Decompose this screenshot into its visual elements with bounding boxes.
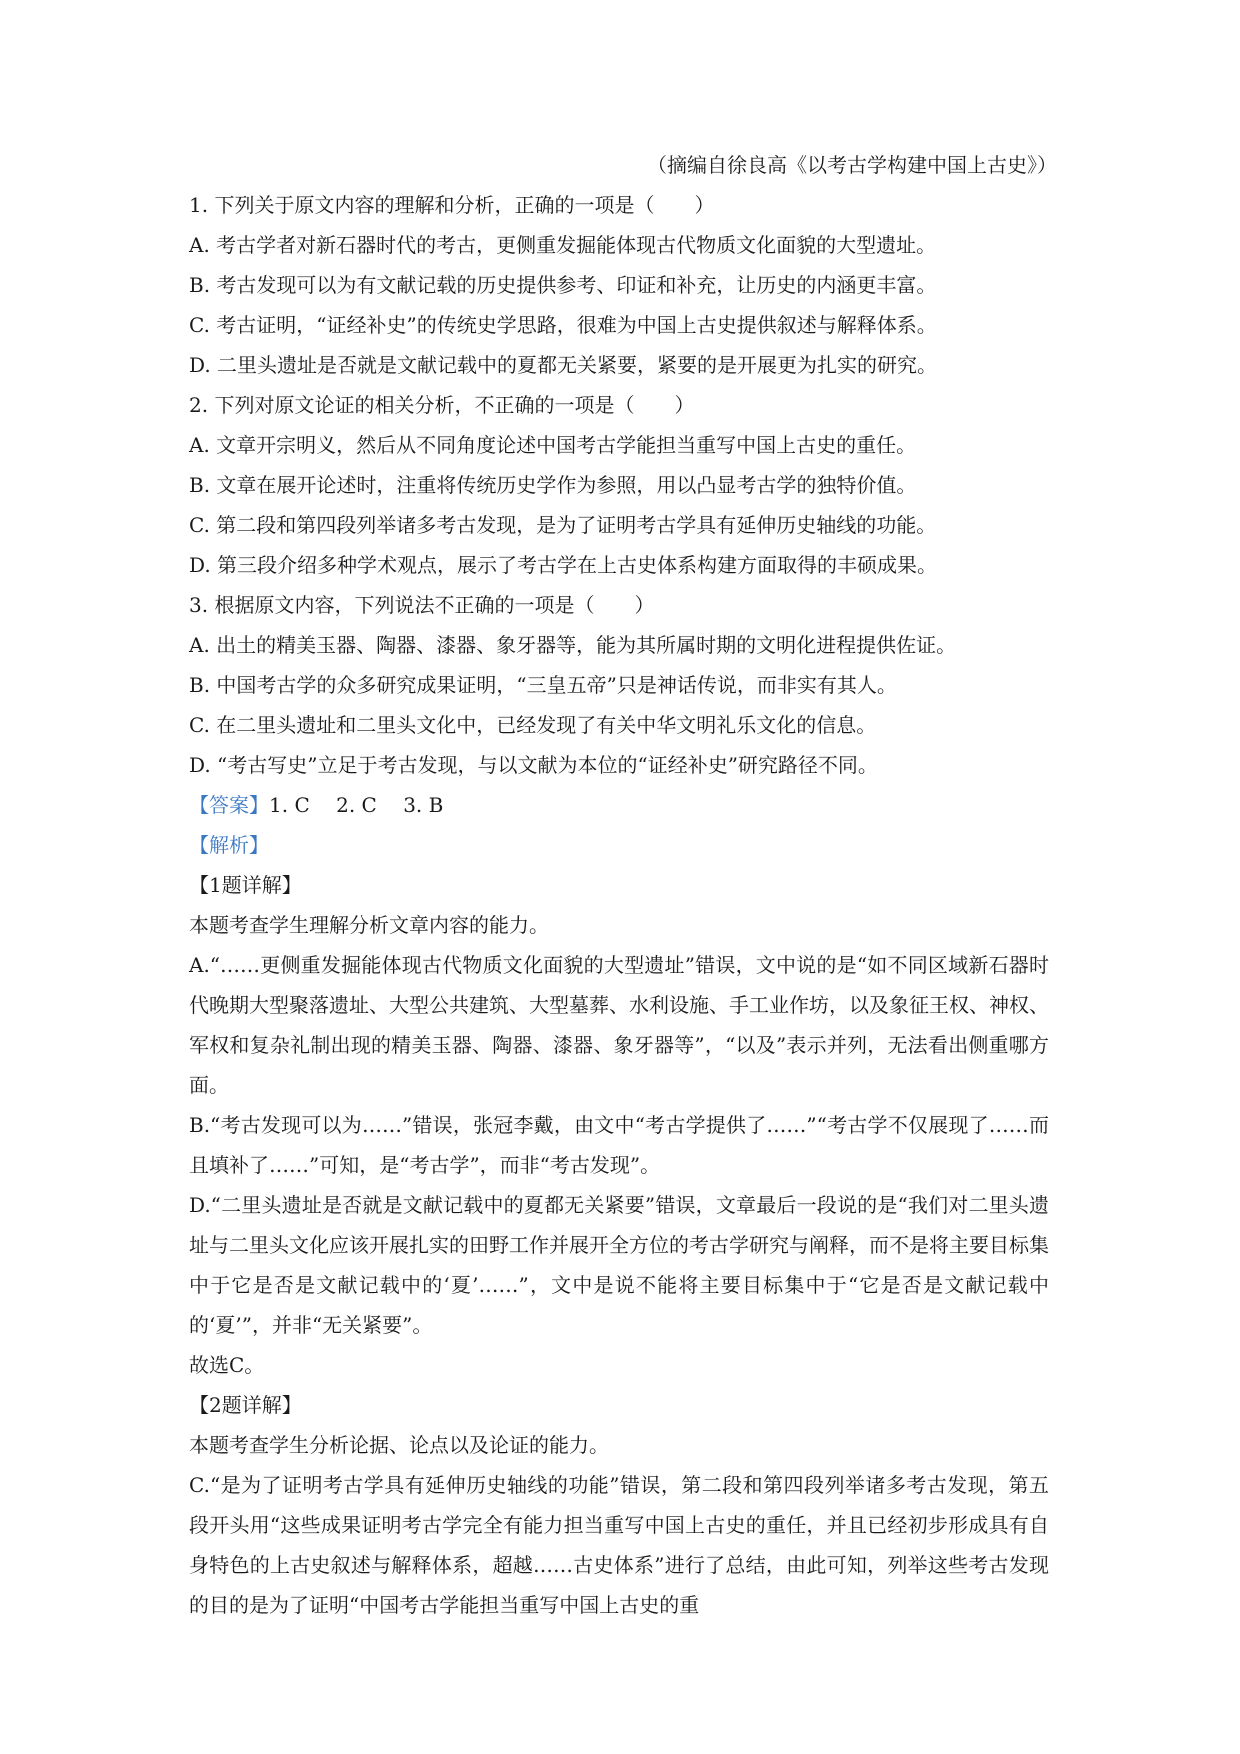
option-b: B. 文章在展开论述时，注重将传统历史学作为参照，用以凸显考古学的独特价值。 [189, 473, 917, 497]
question-1 [189, 185, 1049, 385]
question-stem: 3. 根据原文内容，下列说法不正确的一项是（ ） [189, 593, 655, 617]
analysis-section-1 [189, 865, 1049, 1385]
analysis-paragraph: D.“二里头遗址是否就是文献记载中的夏都无关紧要”错误，文章最后一段说的是“我们对二里头遗址与二里头文化应该开展扎实的田野工作并展开全方位的考古学研究与阐释，而不是将主要目标集中于它是否是文献记载中的‘夏’……”，文中是说不能将主要目标集中于“它是否是文献记载中的‘夏’”，并非“无关紧要”。 [189, 1193, 1049, 1337]
option-d: D. 第三段介绍多种学术观点，展示了考古学在上古史体系构建方面取得的丰硕成果。 [189, 553, 938, 577]
option-d: D. “考古写史”立足于考古发现，与以文献为本位的“证经补史”研究路径不同。 [189, 753, 878, 777]
option-b: B. 考古发现可以为有文献记载的历史提供参考、印证和补充，让历史的内涵更丰富。 [189, 273, 937, 297]
analysis-paragraph: C.“是为了证明考古学具有延伸历史轴线的功能”错误，第二段和第四段列举诸多考古发现，第五段开头用“这些成果证明考古学完全有能力担当重写中国上古史的重任，并且已经初步形成具有自身特色的上古史叙述与解释体系，超越……古史体系”进行了总结，由此可知，列举这些考古发现的目的是为了证明“中国考古学能担当重写中国上古史的重 [189, 1473, 1049, 1617]
analysis-paragraph: A.“……更侧重发掘能体现古代物质文化面貌的大型遗址”错误，文中说的是“如不同区域新石器时代晚期大型聚落遗址、大型公共建筑、大型墓葬、水利设施、手工业作坊，以及象征王权、神权、军权和复杂礼制出现的精美玉器、陶器、漆器、象牙器等”，“以及”表示并列，无法看出侧重哪方面。 [189, 953, 1049, 1097]
question-3 [189, 585, 1049, 785]
analysis-section-2 [189, 1385, 1049, 1625]
answer-text: 1. C 2. C 3. B [269, 793, 444, 817]
option-c: C. 考古证明，“证经补史”的传统史学思路，很难为中国上古史提供叙述与解释体系。 [189, 313, 937, 337]
analysis-paragraph: 故选C。 [189, 1353, 265, 1377]
answer-label: 【答案】 [189, 793, 269, 817]
analysis-paragraph: 本题考查学生理解分析文章内容的能力。 [189, 913, 549, 937]
source-citation: （摘编自徐良高《以考古学构建中国上古史》） [647, 153, 1057, 177]
option-b: B. 中国考古学的众多研究成果证明，“三皇五帝”只是神话传说，而非实有其人。 [189, 673, 897, 697]
section-title: 【1题详解】 [189, 873, 302, 897]
question-stem: 1. 下列关于原文内容的理解和分析，正确的一项是（ ） [189, 193, 715, 217]
analysis-label: 【解析】 [189, 833, 269, 857]
analysis-paragraph: 本题考查学生分析论据、论点以及论证的能力。 [189, 1433, 609, 1457]
option-a: A. 文章开宗明义，然后从不同角度论述中国考古学能担当重写中国上古史的重任。 [189, 433, 917, 457]
analysis-paragraph: B.“考古发现可以为……”错误，张冠李戴，由文中“考古学提供了……”“考古学不仅展现了……而且填补了……”可知，是“考古学”，而非“考古发现”。 [189, 1113, 1049, 1177]
question-2 [189, 385, 1049, 585]
option-a: A. 考古学者对新石器时代的考古，更侧重发掘能体现古代物质文化面貌的大型遗址。 [189, 233, 937, 257]
section-title: 【2题详解】 [189, 1393, 302, 1417]
question-stem: 2. 下列对原文论证的相关分析，不正确的一项是（ ） [189, 393, 695, 417]
document-page [189, 145, 1057, 1625]
option-c: C. 第二段和第四段列举诸多考古发现，是为了证明考古学具有延伸历史轴线的功能。 [189, 513, 937, 537]
option-a: A. 出土的精美玉器、陶器、漆器、象牙器等，能为其所属时期的文明化进程提供佐证。 [189, 633, 957, 657]
answer-line [189, 785, 1049, 825]
option-d: D. 二里头遗址是否就是文献记载中的夏都无关紧要，紧要的是开展更为扎实的研究。 [189, 353, 938, 377]
option-c: C. 在二里头遗址和二里头文化中，已经发现了有关中华文明礼乐文化的信息。 [189, 713, 877, 737]
